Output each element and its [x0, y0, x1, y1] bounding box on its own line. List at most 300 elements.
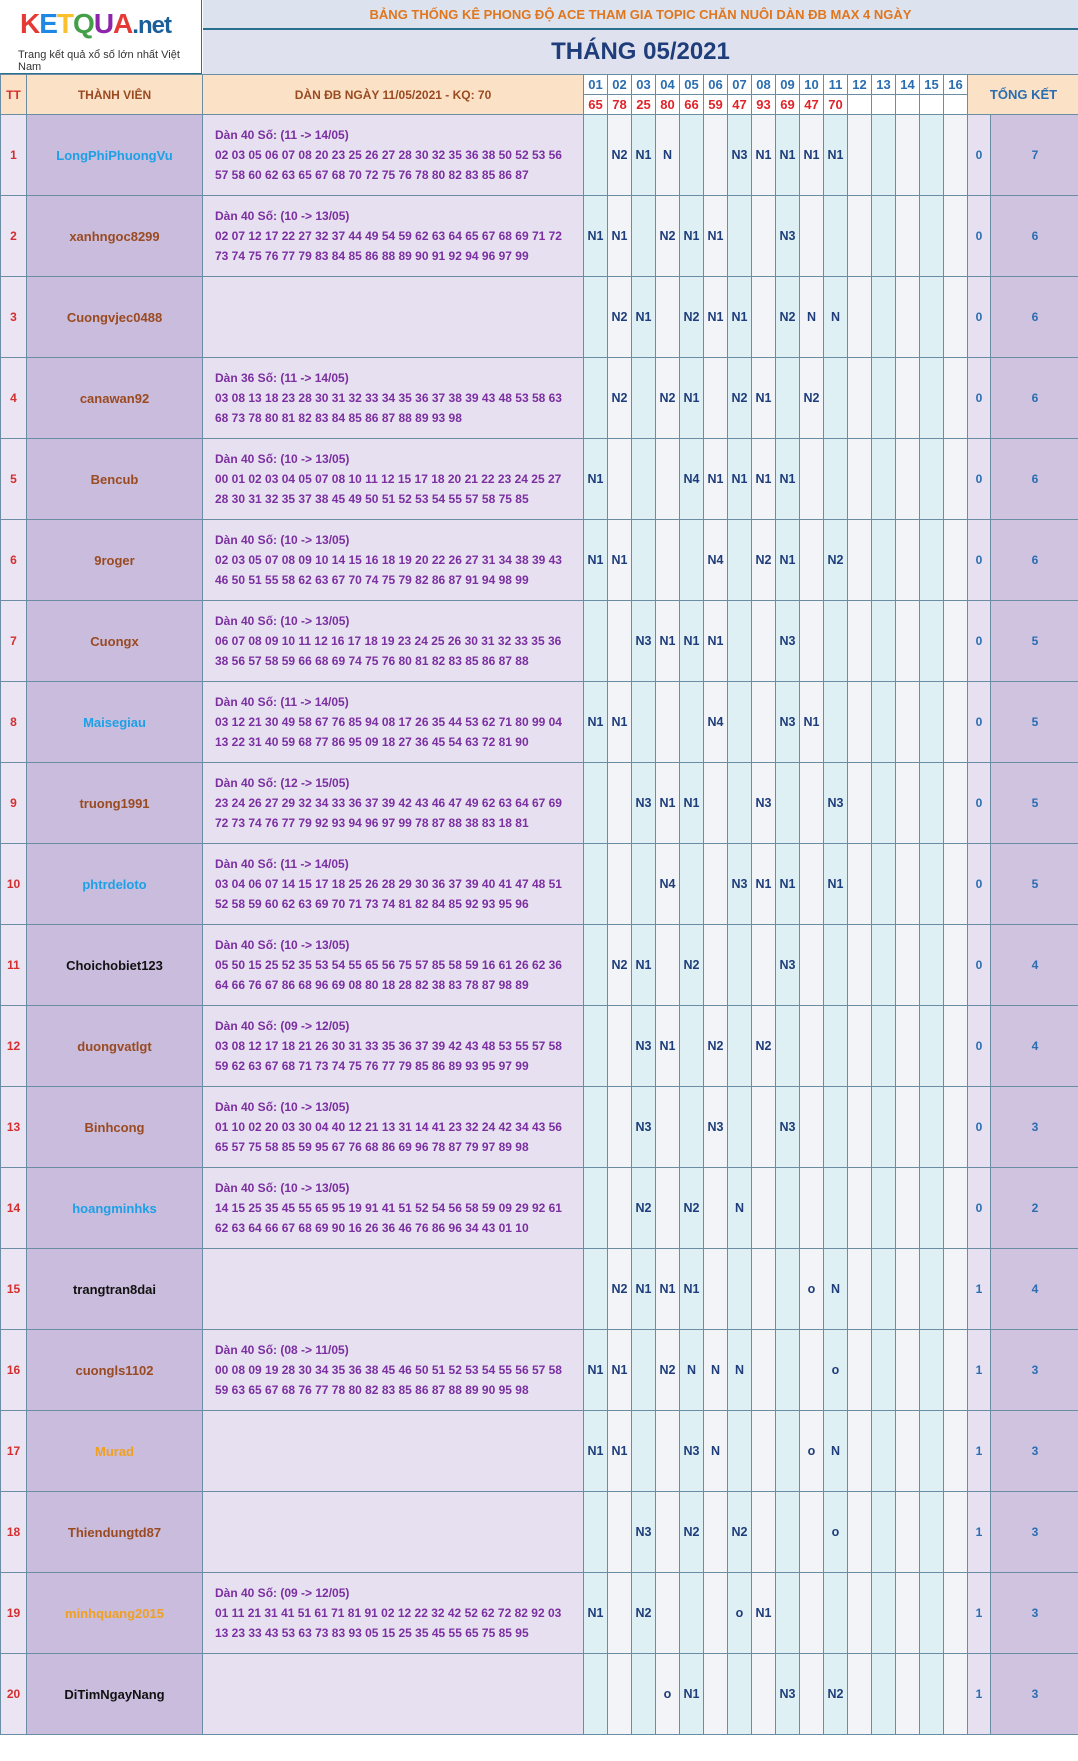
day-cell: N2	[608, 925, 632, 1006]
member-name[interactable]: Cuongx	[27, 601, 203, 682]
day-result	[896, 95, 920, 115]
day-cell: N1	[584, 520, 608, 601]
dan-numbers	[203, 1006, 584, 1087]
summary-total: 6	[991, 277, 1078, 358]
day-cell: N3	[632, 601, 656, 682]
day-result: 65	[584, 95, 608, 115]
day-cell: N1	[752, 844, 776, 925]
member-name[interactable]: 9roger	[27, 520, 203, 601]
day-cell: N2	[752, 520, 776, 601]
day-result: 69	[776, 95, 800, 115]
logo-letters	[20, 8, 132, 39]
summary-total: 6	[991, 439, 1078, 520]
day-cell	[752, 1168, 776, 1249]
day-cell	[872, 358, 896, 439]
day-cell	[752, 682, 776, 763]
day-cell: N3	[704, 1087, 728, 1168]
summary-wins: 0	[968, 682, 991, 763]
day-header: 14	[896, 75, 920, 95]
row-index: 5	[1, 439, 27, 520]
member-name[interactable]: cuongls1102	[27, 1330, 203, 1411]
day-cell: N2	[824, 1654, 848, 1735]
day-cell: N1	[584, 439, 608, 520]
day-cell	[920, 844, 944, 925]
day-cell	[872, 925, 896, 1006]
day-cell	[920, 601, 944, 682]
day-cell	[632, 439, 656, 520]
day-cell: o	[824, 1492, 848, 1573]
day-cell	[728, 682, 752, 763]
dan-title: Dàn 40 Số: (12 -> 15/05)	[215, 776, 350, 790]
day-cell	[848, 196, 872, 277]
member-row	[1, 1168, 1078, 1249]
day-cell	[872, 1168, 896, 1249]
day-cell	[584, 1492, 608, 1573]
day-cell	[680, 1573, 704, 1654]
day-cell	[632, 682, 656, 763]
summary-wins: 0	[968, 1006, 991, 1087]
day-cell	[896, 1573, 920, 1654]
logo-letter: U	[93, 8, 114, 39]
day-cell: N1	[824, 115, 848, 196]
day-cell: N1	[800, 115, 824, 196]
member-row	[1, 1654, 1078, 1735]
day-cell	[608, 439, 632, 520]
day-cell	[584, 844, 608, 925]
day-cell	[752, 1330, 776, 1411]
day-header: 12	[848, 75, 872, 95]
day-cell	[584, 358, 608, 439]
day-cell	[824, 196, 848, 277]
dan-line: 02 07 12 17 22 27 32 37 44 49 54 59 62 63 64 65 67 68 69 71 72	[215, 229, 562, 243]
day-cell	[920, 1006, 944, 1087]
dan-numbers	[203, 1249, 584, 1330]
day-cell: N2	[680, 925, 704, 1006]
day-cell: N1	[608, 1411, 632, 1492]
day-cell	[656, 1087, 680, 1168]
member-name[interactable]: canawan92	[27, 358, 203, 439]
member-name[interactable]: trangtran8dai	[27, 1249, 203, 1330]
day-cell	[656, 682, 680, 763]
member-name[interactable]: xanhngoc8299	[27, 196, 203, 277]
day-header: 15	[920, 75, 944, 95]
member-row	[1, 520, 1078, 601]
day-result	[920, 95, 944, 115]
summary-wins: 0	[968, 601, 991, 682]
day-cell	[704, 1249, 728, 1330]
summary-wins: 0	[968, 844, 991, 925]
day-cell: N1	[752, 115, 776, 196]
day-cell	[824, 601, 848, 682]
day-cell	[872, 1249, 896, 1330]
day-cell	[920, 682, 944, 763]
day-cell	[920, 115, 944, 196]
day-cell	[728, 520, 752, 601]
day-cell: o	[800, 1411, 824, 1492]
member-row	[1, 439, 1078, 520]
day-cell	[872, 844, 896, 925]
day-cell	[920, 925, 944, 1006]
day-cell	[944, 1168, 968, 1249]
day-cell	[776, 1330, 800, 1411]
day-cell: N2	[704, 1006, 728, 1087]
day-cell: N	[704, 1330, 728, 1411]
member-name[interactable]: Bencub	[27, 439, 203, 520]
day-result: 47	[728, 95, 752, 115]
summary-wins: 1	[968, 1654, 991, 1735]
dan-line: 59 62 63 67 68 71 73 74 75 76 77 79 85 86 89 93 95 97 99	[215, 1059, 529, 1073]
summary-wins: 1	[968, 1411, 991, 1492]
day-cell: N3	[824, 763, 848, 844]
day-cell	[944, 439, 968, 520]
dan-line: 06 07 08 09 10 11 12 16 17 18 19 23 24 25 26 30 31 32 33 35 36	[215, 634, 562, 648]
day-cell	[944, 1330, 968, 1411]
day-cell	[776, 1168, 800, 1249]
day-cell: N2	[656, 1330, 680, 1411]
member-name[interactable]: phtrdeloto	[27, 844, 203, 925]
day-cell	[944, 925, 968, 1006]
day-cell	[608, 601, 632, 682]
day-cell: N	[728, 1168, 752, 1249]
day-result	[944, 95, 968, 115]
day-cell	[584, 1249, 608, 1330]
day-cell	[704, 763, 728, 844]
day-header: 05	[680, 75, 704, 95]
day-cell	[776, 1492, 800, 1573]
summary-wins: 1	[968, 1492, 991, 1573]
day-cell	[896, 115, 920, 196]
day-cell	[632, 358, 656, 439]
day-cell	[704, 1654, 728, 1735]
dan-line: 65 57 75 58 85 59 95 67 76 68 86 69 96 78 87 79 97 89 98	[215, 1140, 529, 1154]
day-cell	[608, 1168, 632, 1249]
day-cell: N1	[752, 358, 776, 439]
member-name[interactable]: duongvatlgt	[27, 1006, 203, 1087]
day-cell	[848, 682, 872, 763]
member-row	[1, 277, 1078, 358]
day-cell	[920, 520, 944, 601]
row-index: 7	[1, 601, 27, 682]
dan-numbers	[203, 682, 584, 763]
day-cell: N	[824, 277, 848, 358]
day-cell: N2	[680, 1492, 704, 1573]
day-result: 78	[608, 95, 632, 115]
day-cell	[848, 277, 872, 358]
dan-line: 59 63 65 67 68 76 77 78 80 82 83 85 86 87 88 89 90 95 98	[215, 1383, 529, 1397]
summary-wins: 1	[968, 1573, 991, 1654]
col-header-tt: TT	[1, 75, 27, 115]
member-row	[1, 844, 1078, 925]
member-name[interactable]: truong1991	[27, 763, 203, 844]
member-row	[1, 925, 1078, 1006]
day-cell: N3	[776, 601, 800, 682]
day-cell: o	[656, 1654, 680, 1735]
dan-line: 02 03 05 06 07 08 20 23 25 26 27 28 30 32 35 36 38 50 52 53 56	[215, 148, 562, 162]
member-row	[1, 1492, 1078, 1573]
day-cell	[896, 1330, 920, 1411]
summary-total: 5	[991, 763, 1078, 844]
day-cell: N3	[752, 763, 776, 844]
day-header: 07	[728, 75, 752, 95]
day-cell	[944, 1006, 968, 1087]
day-cell: N1	[704, 439, 728, 520]
day-cell	[584, 1087, 608, 1168]
dan-line: 72 73 74 76 77 79 92 93 94 96 97 99 78 87 88 38 83 18 81	[215, 816, 529, 830]
dan-title: Dàn 40 Số: (08 -> 11/05)	[215, 1343, 349, 1357]
summary-total: 6	[991, 196, 1078, 277]
dan-line: 03 08 12 17 18 21 26 30 31 33 35 36 37 39 42 43 48 53 55 57 58	[215, 1039, 562, 1053]
day-cell: N1	[704, 601, 728, 682]
day-cell	[848, 115, 872, 196]
day-cell	[920, 1087, 944, 1168]
col-header-dan: DÀN ĐB NGÀY 11/05/2021 - KQ: 70	[203, 75, 584, 115]
day-cell	[680, 682, 704, 763]
day-cell: N1	[584, 1411, 608, 1492]
day-cell	[848, 1654, 872, 1735]
dan-title: Dàn 40 Số: (11 -> 14/05)	[215, 695, 349, 709]
day-cell	[824, 682, 848, 763]
day-cell	[632, 1330, 656, 1411]
day-cell: N2	[680, 277, 704, 358]
day-cell	[848, 763, 872, 844]
day-cell	[776, 1249, 800, 1330]
day-cell	[800, 925, 824, 1006]
day-cell	[848, 844, 872, 925]
day-cell	[608, 1573, 632, 1654]
dan-title: Dàn 40 Số: (09 -> 12/05)	[215, 1586, 350, 1600]
day-cell	[872, 196, 896, 277]
row-index: 16	[1, 1330, 27, 1411]
day-cell: N2	[680, 1168, 704, 1249]
day-result: 59	[704, 95, 728, 115]
day-cell: N4	[680, 439, 704, 520]
member-name[interactable]: hoangminhks	[27, 1168, 203, 1249]
day-cell	[752, 1249, 776, 1330]
dan-title: Dàn 40 Số: (10 -> 13/05)	[215, 938, 350, 952]
day-header: 02	[608, 75, 632, 95]
summary-total: 3	[991, 1411, 1078, 1492]
col-header-member: THÀNH VIÊN	[27, 75, 203, 115]
row-index: 10	[1, 844, 27, 925]
day-cell	[728, 763, 752, 844]
day-cell	[800, 1654, 824, 1735]
day-cell	[896, 1006, 920, 1087]
day-cell: N1	[680, 763, 704, 844]
day-cell	[896, 439, 920, 520]
logo-wordmark	[20, 8, 171, 40]
day-cell	[848, 1573, 872, 1654]
day-header: 06	[704, 75, 728, 95]
day-cell	[680, 520, 704, 601]
day-cell	[920, 1492, 944, 1573]
day-header: 03	[632, 75, 656, 95]
day-cell	[752, 1411, 776, 1492]
day-cell: N3	[632, 1087, 656, 1168]
day-cell	[632, 844, 656, 925]
day-cell: N2	[656, 358, 680, 439]
dan-title: Dàn 40 Số: (10 -> 13/05)	[215, 533, 350, 547]
member-name[interactable]: Murad	[27, 1411, 203, 1492]
member-row	[1, 358, 1078, 439]
day-cell	[920, 196, 944, 277]
day-cell	[944, 763, 968, 844]
day-cell	[824, 439, 848, 520]
summary-wins: 0	[968, 763, 991, 844]
member-name[interactable]: DiTimNgayNang	[27, 1654, 203, 1735]
day-cell: N1	[680, 1654, 704, 1735]
summary-wins: 0	[968, 196, 991, 277]
day-cell	[584, 277, 608, 358]
day-cell	[824, 925, 848, 1006]
day-cell	[656, 1492, 680, 1573]
day-cell: N3	[632, 1006, 656, 1087]
dan-numbers	[203, 1492, 584, 1573]
day-cell	[896, 1087, 920, 1168]
dan-line: 01 11 21 31 41 51 61 71 81 91 02 12 22 32 42 52 62 72 82 92 03	[215, 1606, 562, 1620]
day-cell	[728, 1006, 752, 1087]
row-index: 8	[1, 682, 27, 763]
day-cell: N1	[584, 682, 608, 763]
dan-title: Dàn 40 Số: (09 -> 12/05)	[215, 1019, 350, 1033]
day-cell	[920, 358, 944, 439]
day-cell	[848, 601, 872, 682]
day-cell	[800, 1006, 824, 1087]
day-cell: N2	[608, 358, 632, 439]
ketqua-logo[interactable]	[0, 0, 202, 74]
day-cell	[584, 763, 608, 844]
day-cell: N1	[680, 601, 704, 682]
day-cell: N1	[632, 115, 656, 196]
day-cell: N1	[656, 763, 680, 844]
day-cell	[608, 1087, 632, 1168]
day-cell	[872, 277, 896, 358]
day-cell	[944, 358, 968, 439]
row-index: 3	[1, 277, 27, 358]
day-cell	[776, 763, 800, 844]
dan-numbers	[203, 277, 584, 358]
dan-line: 28 30 31 32 35 37 38 45 49 50 51 52 53 54 55 57 58 75 85	[215, 492, 529, 506]
day-cell	[728, 925, 752, 1006]
member-row	[1, 601, 1078, 682]
day-cell	[680, 1087, 704, 1168]
day-result: 25	[632, 95, 656, 115]
row-index: 9	[1, 763, 27, 844]
day-cell	[848, 925, 872, 1006]
day-cell: N	[800, 277, 824, 358]
day-cell	[920, 439, 944, 520]
day-cell	[704, 1492, 728, 1573]
day-cell	[848, 439, 872, 520]
day-cell: N1	[608, 520, 632, 601]
day-cell: N1	[584, 196, 608, 277]
dan-line: 01 10 02 20 03 30 04 40 12 21 13 31 14 41 23 32 24 42 34 43 56	[215, 1120, 562, 1134]
day-cell: N1	[776, 439, 800, 520]
day-cell	[896, 277, 920, 358]
summary-total: 4	[991, 1249, 1078, 1330]
day-cell	[776, 1573, 800, 1654]
member-name[interactable]: Maisegiau	[27, 682, 203, 763]
member-name[interactable]: Choichobiet123	[27, 925, 203, 1006]
logo-letter: E	[39, 8, 57, 39]
member-name[interactable]: Thiendungtd87	[27, 1492, 203, 1573]
row-index: 15	[1, 1249, 27, 1330]
day-cell: N2	[608, 1249, 632, 1330]
day-cell	[872, 601, 896, 682]
dan-line: 00 01 02 03 04 05 07 08 10 11 12 15 17 18 20 21 22 23 24 25 27	[215, 472, 562, 486]
day-header: 08	[752, 75, 776, 95]
day-cell	[752, 1654, 776, 1735]
day-cell: N	[656, 115, 680, 196]
dan-numbers	[203, 358, 584, 439]
day-cell: N	[704, 1411, 728, 1492]
member-name[interactable]: Cuongvjec0488	[27, 277, 203, 358]
day-cell: N1	[608, 1330, 632, 1411]
member-row	[1, 1006, 1078, 1087]
day-cell: N3	[632, 1492, 656, 1573]
summary-wins: 1	[968, 1330, 991, 1411]
day-cell	[824, 1087, 848, 1168]
day-result: 70	[824, 95, 848, 115]
day-cell	[800, 439, 824, 520]
day-cell	[800, 1330, 824, 1411]
day-cell	[896, 1249, 920, 1330]
day-result: 93	[752, 95, 776, 115]
day-cell	[800, 601, 824, 682]
row-index: 18	[1, 1492, 27, 1573]
day-cell: N1	[824, 844, 848, 925]
day-cell	[800, 1168, 824, 1249]
dan-line: 46 50 51 55 58 62 63 67 70 74 75 79 82 86 87 91 94 98 99	[215, 573, 529, 587]
member-name[interactable]: Binhcong	[27, 1087, 203, 1168]
day-cell: N2	[824, 520, 848, 601]
summary-wins: 0	[968, 520, 991, 601]
day-cell	[824, 358, 848, 439]
day-cell: N3	[776, 1654, 800, 1735]
member-row	[1, 763, 1078, 844]
day-cell	[872, 682, 896, 763]
day-cell	[848, 1006, 872, 1087]
day-cell	[896, 763, 920, 844]
day-cell	[848, 358, 872, 439]
member-row	[1, 115, 1078, 196]
day-cell	[800, 763, 824, 844]
dan-numbers	[203, 601, 584, 682]
dan-line: 02 03 05 07 08 09 10 14 15 16 18 19 20 22 26 27 31 34 38 39 43	[215, 553, 562, 567]
member-name[interactable]: LongPhiPhuongVu	[27, 115, 203, 196]
summary-total: 4	[991, 925, 1078, 1006]
day-cell: N1	[608, 196, 632, 277]
row-index: 11	[1, 925, 27, 1006]
day-cell	[896, 196, 920, 277]
dan-numbers	[203, 1654, 584, 1735]
dan-line: 03 04 06 07 14 15 17 18 25 26 28 29 30 36 37 39 40 41 47 48 51	[215, 877, 562, 891]
summary-total: 5	[991, 601, 1078, 682]
row-index: 12	[1, 1006, 27, 1087]
day-cell	[800, 1087, 824, 1168]
day-cell	[944, 196, 968, 277]
day-cell	[704, 925, 728, 1006]
day-header: 13	[872, 75, 896, 95]
day-cell: N2	[728, 1492, 752, 1573]
day-cell: N1	[656, 1249, 680, 1330]
member-name[interactable]: minhquang2015	[27, 1573, 203, 1654]
day-cell	[872, 763, 896, 844]
dan-line: 73 74 75 76 77 79 83 84 85 86 88 89 90 91 92 94 96 97 99	[215, 249, 529, 263]
day-cell	[608, 1006, 632, 1087]
stats-table	[0, 74, 1078, 1735]
day-cell: N1	[680, 358, 704, 439]
dan-numbers	[203, 925, 584, 1006]
